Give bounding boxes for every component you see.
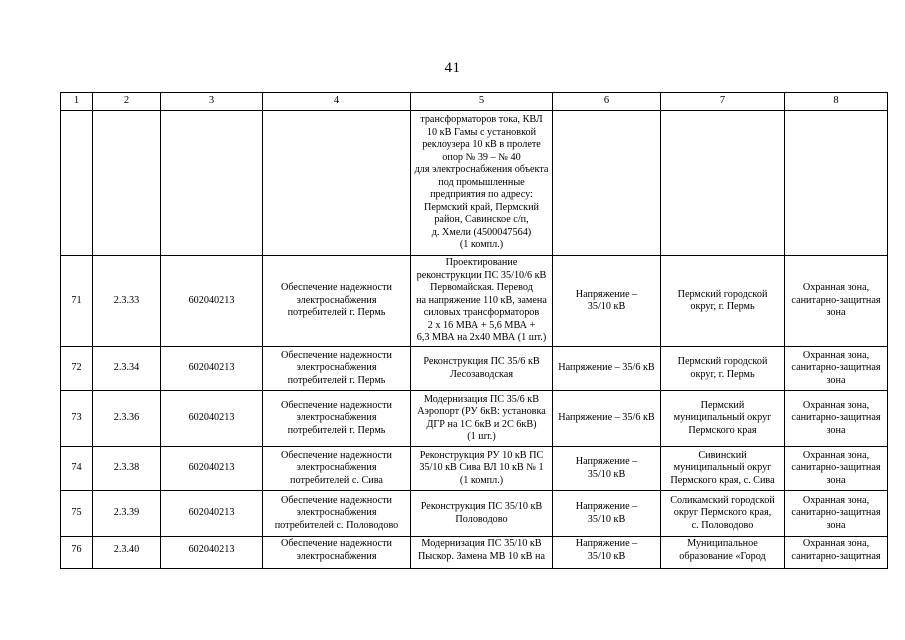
header-col-3: 3: [161, 93, 263, 111]
purpose-cell: Обеспечение надежности электроснабжения потребителей г. Пермь: [263, 347, 411, 391]
location-cell: Муниципальное образование «Город: [661, 537, 785, 569]
zone-cell: Охранная зона, санитарно-защитная: [785, 537, 888, 569]
header-col-8: 8: [785, 93, 888, 111]
table-row: [61, 111, 888, 256]
voltage-cell: [553, 111, 661, 256]
description-cell: Реконструкция ПС 35/10 кВ Половодово: [411, 491, 553, 537]
location-cell: Соликамский городской округ Пермского края, с. Половодово: [661, 491, 785, 537]
zone-cell: Охранная зона, санитарно-защитная зона: [785, 347, 888, 391]
header-col-2: 2: [93, 93, 161, 111]
table-row: [61, 447, 888, 491]
page-number: 41: [444, 60, 461, 76]
location-cell: Пермский городской округ, г. Пермь: [661, 347, 785, 391]
row-number-cell: [61, 111, 93, 256]
projects-table: [60, 92, 888, 569]
purpose-cell: Обеспечение надежности электроснабжения потребителей с. Сива: [263, 447, 411, 491]
row-number-cell: 76: [61, 537, 93, 569]
description-cell: Модернизация ПС 35/10 кВ Пыскор. Замена МВ 10 кВ на: [411, 537, 553, 569]
location-cell: Сивинский муниципальный округ Пермского края, с. Сива: [661, 447, 785, 491]
code-cell: 2.3.34: [93, 347, 161, 391]
header-col-4: 4: [263, 93, 411, 111]
row-number-cell: 72: [61, 347, 93, 391]
row-number-cell: 74: [61, 447, 93, 491]
code-cell: 2.3.38: [93, 447, 161, 491]
header-col-5: 5: [411, 93, 553, 111]
id-cell: 602040213: [161, 256, 263, 347]
voltage-cell: Напряжение – 35/6 кВ: [553, 391, 661, 447]
row-number-cell: 71: [61, 256, 93, 347]
zone-cell: Охранная зона, санитарно-защитная зона: [785, 447, 888, 491]
description-cell: Реконструкция ПС 35/6 кВ Лесозаводская: [411, 347, 553, 391]
row-number-cell: 75: [61, 491, 93, 537]
purpose-cell: Обеспечение надежности электроснабжения: [263, 537, 411, 569]
purpose-cell: Обеспечение надежности электроснабжения потребителей с. Половодово: [263, 491, 411, 537]
id-cell: 602040213: [161, 347, 263, 391]
code-cell: 2.3.33: [93, 256, 161, 347]
location-cell: Пермский муниципальный округ Пермского края: [661, 391, 785, 447]
zone-cell: [785, 111, 888, 256]
voltage-cell: Напряжение – 35/6 кВ: [553, 347, 661, 391]
code-cell: [93, 111, 161, 256]
location-cell: Пермский городской округ, г. Пермь: [661, 256, 785, 347]
voltage-cell: Напряжение – 35/10 кВ: [553, 491, 661, 537]
id-cell: 602040213: [161, 447, 263, 491]
voltage-cell: Напряжение – 35/10 кВ: [553, 256, 661, 347]
voltage-cell: Напряжение – 35/10 кВ: [553, 537, 661, 569]
purpose-cell: Обеспечение надежности электроснабжения потребителей г. Пермь: [263, 391, 411, 447]
header-row: [61, 93, 888, 111]
id-cell: 602040213: [161, 537, 263, 569]
table-row: [61, 347, 888, 391]
table-row: [61, 256, 888, 347]
header-col-1: 1: [61, 93, 93, 111]
id-cell: [161, 111, 263, 256]
table-row: [61, 391, 888, 447]
description-cell: Проектирование реконструкции ПС 35/10/6 кВ Первомайская. Перевод на напряжение 110 кВ, замена силовых трансформаторов 2 х 16 МВА + 5,6 МВА + 6,3 МВА на 2х40 МВА (1 шт.): [411, 256, 553, 347]
code-cell: 2.3.39: [93, 491, 161, 537]
voltage-cell: Напряжение – 35/10 кВ: [553, 447, 661, 491]
table-row: [61, 537, 888, 569]
code-cell: 2.3.40: [93, 537, 161, 569]
description-cell: Реконструкция РУ 10 кВ ПС 35/10 кВ Сива ВЛ 10 кВ № 1 (1 компл.): [411, 447, 553, 491]
table-row: [61, 491, 888, 537]
description-cell: трансформаторов тока, КВЛ 10 кВ Гамы с установкой реклоузера 10 кВ в пролете опор № 39 – № 40 для электроснабжения объекта под промышленные предприятия по адресу: Пермский край, Пермский район, Савинское с/п, д. Хмели (4500047564) (1 компл.): [411, 111, 553, 256]
zone-cell: Охранная зона, санитарно-защитная зона: [785, 491, 888, 537]
purpose-cell: Обеспечение надежности электроснабжения потребителей г. Пермь: [263, 256, 411, 347]
zone-cell: Охранная зона, санитарно-защитная зона: [785, 391, 888, 447]
location-cell: [661, 111, 785, 256]
description-cell: Модернизация ПС 35/6 кВ Аэропорт (РУ 6кВ: установка ДГР на 1С 6кВ и 2С 6кВ) (1 шт.): [411, 391, 553, 447]
id-cell: 602040213: [161, 491, 263, 537]
zone-cell: Охранная зона, санитарно-защитная зона: [785, 256, 888, 347]
id-cell: 602040213: [161, 391, 263, 447]
header-col-6: 6: [553, 93, 661, 111]
row-number-cell: 73: [61, 391, 93, 447]
code-cell: 2.3.36: [93, 391, 161, 447]
purpose-cell: [263, 111, 411, 256]
header-col-7: 7: [661, 93, 785, 111]
